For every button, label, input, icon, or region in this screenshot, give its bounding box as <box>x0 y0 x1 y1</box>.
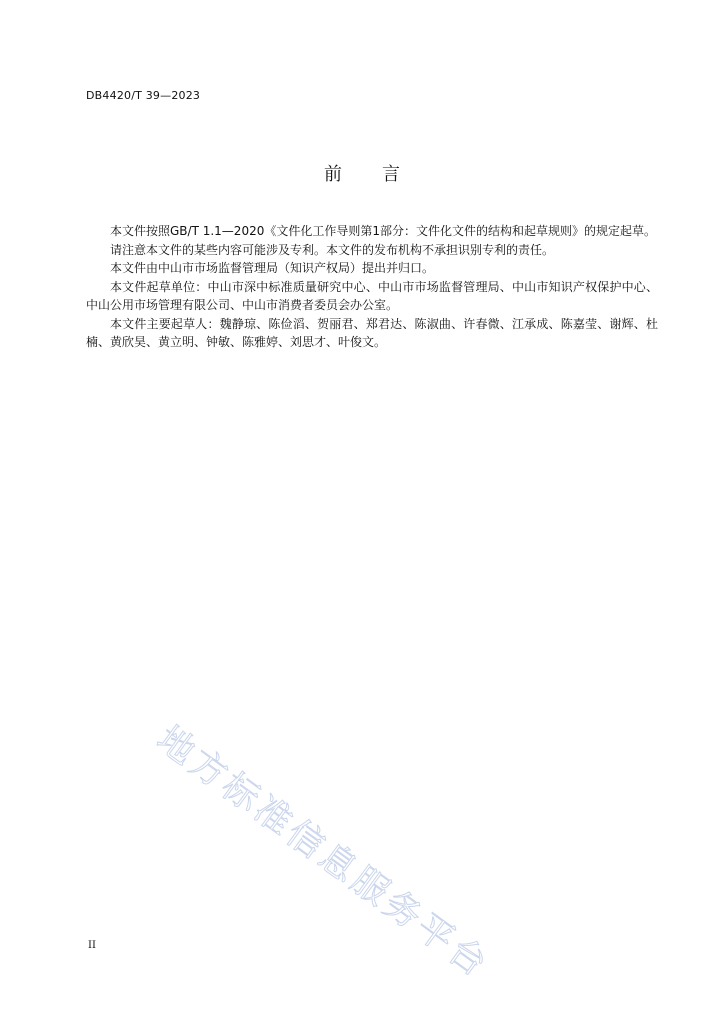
paragraph-standard-basis: 本文件按照GB/T 1.1—2020《文件化工作导则第1部分：文件化文件的结构和起草规则》的规定起草。 <box>110 224 656 238</box>
document-code: DB4420/T 39—2023 <box>86 89 201 102</box>
title-char-1: 前 <box>324 164 342 185</box>
watermark: 地方标准信息服务平台 <box>149 718 497 987</box>
title-char-2: 言 <box>382 164 400 185</box>
foreword-body <box>86 222 658 352</box>
page-title <box>0 160 724 186</box>
page-number: II <box>88 940 96 951</box>
paragraph-patent-notice: 请注意本文件的某些内容可能涉及专利。本文件的发布机构不承担识别专利的责任。 <box>110 242 555 257</box>
paragraph-drafting-units: 本文件起草单位：中山市深中标准质量研究中心、中山市市场监督管理局、中山市知识产权保护中心、中山公用市场管理有限公司、中山市消费者委员会办公室。 <box>86 279 658 312</box>
paragraph-drafters: 本文件主要起草人：魏静琼、陈俭滔、贺丽君、郑君达、陈淑曲、许春微、江承成、陈嘉莹、谢辉、杜楠、黄欣昊、黄立明、钟敏、陈雅婷、刘思才、叶俊文。 <box>86 316 658 349</box>
paragraph-proposer: 本文件由中山市市场监督管理局（知识产权局）提出并归口。 <box>110 261 435 275</box>
